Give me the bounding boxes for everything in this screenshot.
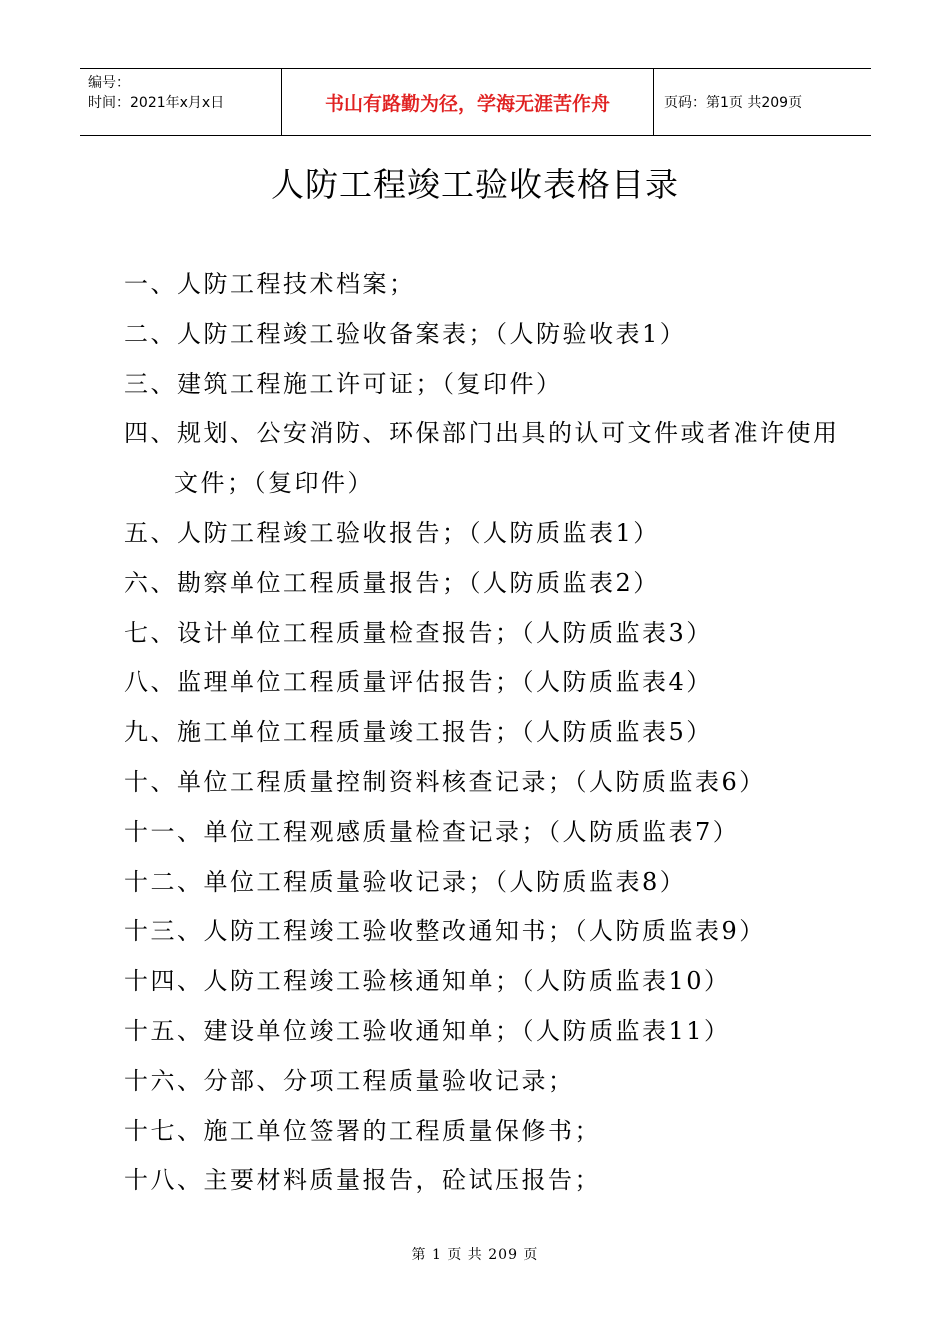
toc-item: 十一、单位工程观感质量检查记录；（人防质监表7） xyxy=(124,817,740,846)
header-meta xyxy=(80,69,282,135)
toc-item: 十三、人防工程竣工验收整改通知书；（人防质监表9） xyxy=(124,917,766,946)
toc-item: 十五、建设单位竣工验收通知单；（人防质监表11） xyxy=(124,1016,731,1045)
toc-item: 十二、单位工程质量验收记录；（人防质监表8） xyxy=(124,867,687,896)
toc-item: 三、建筑工程施工许可证；（复印件） xyxy=(124,369,563,398)
page-footer: 第 1 页 共 209 页 xyxy=(411,1247,539,1263)
toc-item: 十七、施工单位签署的工程质量保修书； xyxy=(124,1116,601,1145)
toc-item: 七、设计单位工程质量检查报告；（人防质监表3） xyxy=(124,618,713,647)
toc-item: 十八、主要材料质量报告，砼试压报告； xyxy=(124,1166,601,1195)
toc-item: 十、单位工程质量控制资料核查记录；（人防质监表6） xyxy=(124,767,766,796)
toc-item: 一、人防工程技术档案； xyxy=(124,270,416,298)
toc-item: 二、人防工程竣工验收备案表；（人防验收表1） xyxy=(124,319,687,348)
toc-item: 六、勘察单位工程质量报告；（人防质监表2） xyxy=(124,568,660,597)
toc-item: 十四、人防工程竣工验核通知单；（人防质监表10） xyxy=(124,967,731,996)
page-title: 人防工程竣工验收表格目录 xyxy=(271,165,679,204)
toc-item: 十六、分部、分项工程质量验收记录； xyxy=(124,1066,575,1095)
toc-item: 九、施工单位工程质量竣工报告；（人防质监表5） xyxy=(124,718,713,747)
header-motto: 书山有路勤为径，学海无涯苦作舟 xyxy=(282,69,654,135)
toc-item: 五、人防工程竣工验收报告；（人防质监表1） xyxy=(124,518,660,547)
toc-item: 四、规划、公安消防、环保部门出具的认可文件或者准许使用文件；（复印件） xyxy=(124,419,840,498)
document-number-label: 编号： xyxy=(88,75,130,91)
toc-item: 八、监理单位工程质量评估报告；（人防质监表4） xyxy=(124,668,713,697)
header-page-info: 页码：第1页 共209页 xyxy=(664,95,803,111)
document-time: 时间：2021年x月x日 xyxy=(88,95,225,111)
table-of-contents xyxy=(124,260,844,1206)
page-header xyxy=(80,68,871,136)
